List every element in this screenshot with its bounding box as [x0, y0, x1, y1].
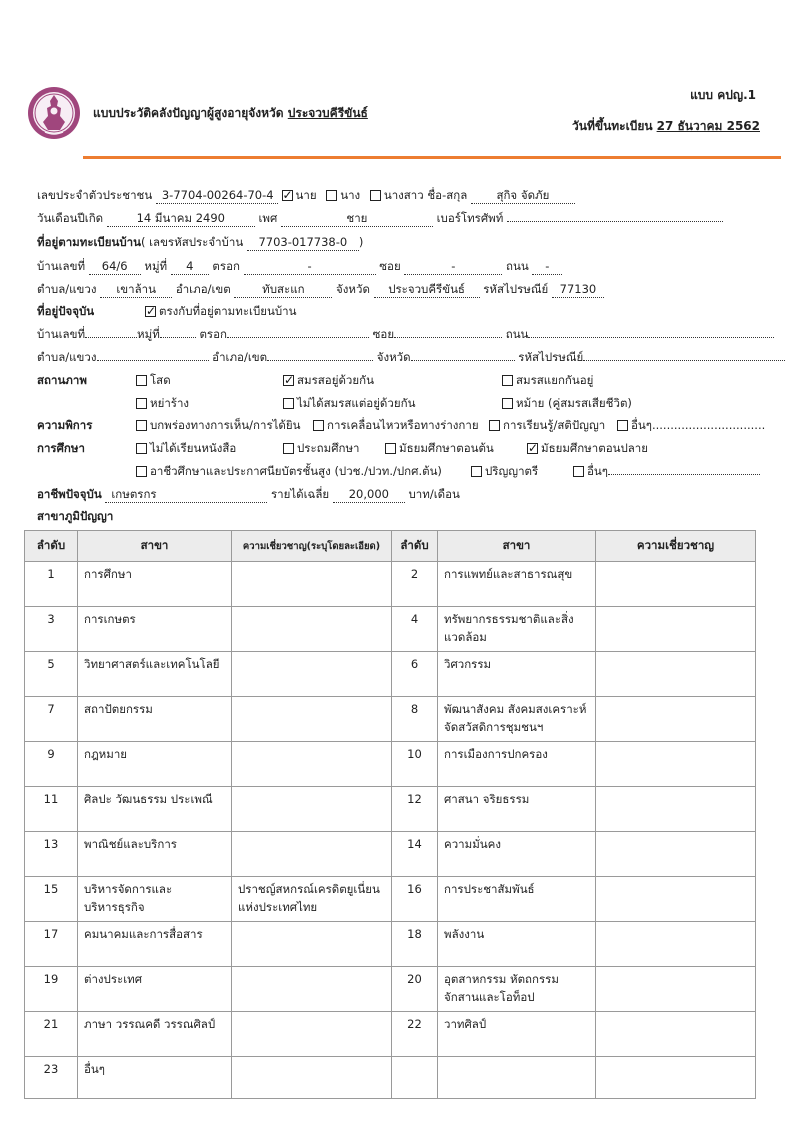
checkbox-icon[interactable]: [136, 443, 147, 454]
marital-section: [37, 372, 757, 414]
expertise-cell[interactable]: [232, 1057, 392, 1099]
district-label: อำเภอ/เขต: [175, 282, 231, 296]
expertise-cell[interactable]: [596, 742, 756, 787]
title-province: ประจวบคีรีขันธ์: [287, 106, 368, 120]
cur-moo-label: หมู่ที่: [137, 327, 160, 341]
branch-cell: กฎหมาย: [78, 742, 232, 787]
table-row: [25, 922, 756, 967]
cur-district-field[interactable]: [267, 360, 373, 361]
id-label: เลขประจำตัวประชาชน: [37, 188, 153, 202]
branch-cell: ต่างประเทศ: [78, 967, 232, 1012]
order-cell: 14: [392, 832, 438, 877]
education-option: ปริญญาตรี: [485, 464, 539, 478]
expertise-cell[interactable]: [596, 1012, 756, 1057]
road-label: ถนน: [506, 259, 529, 273]
marital-option: สมรสอยู่ด้วยกัน: [297, 373, 374, 387]
education-option: มัธยมศึกษาตอนต้น: [399, 441, 494, 455]
checkbox-icon[interactable]: [283, 443, 294, 454]
expertise-cell[interactable]: [232, 922, 392, 967]
order-cell: 22: [392, 1012, 438, 1057]
cur-province-field[interactable]: [411, 360, 515, 361]
expertise-cell[interactable]: [232, 1012, 392, 1057]
expertise-cell[interactable]: [596, 562, 756, 607]
checkbox-icon[interactable]: [573, 466, 584, 477]
table-row: [25, 877, 756, 922]
province-field[interactable]: ประจวบคีรีขันธ์: [374, 281, 480, 298]
phone-label: เบอร์โทรศัพท์: [436, 211, 504, 225]
cur-address-heading: ที่อยู่ปัจจุบัน: [37, 304, 95, 318]
checkbox-icon[interactable]: [502, 398, 513, 409]
branch-cell: ความมั่นคง: [438, 832, 596, 877]
cur-postcode-field[interactable]: [583, 360, 785, 361]
education-other-field[interactable]: [608, 474, 760, 475]
table-row: [25, 967, 756, 1012]
header-divider: [83, 156, 781, 159]
dob-row: [37, 210, 723, 227]
branch-cell: อุตสาหกรรม หัตถกรรม จักสานและโอท็อป: [438, 967, 596, 1012]
branch-cell: พาณิชย์และบริการ: [78, 832, 232, 877]
sex-field[interactable]: ชาย: [281, 210, 433, 227]
expertise-cell[interactable]: [232, 787, 392, 832]
order-cell: 6: [392, 652, 438, 697]
expertise-cell[interactable]: [232, 697, 392, 742]
table-row: [25, 1012, 756, 1057]
order-cell: 19: [25, 967, 78, 1012]
branch-cell: ศาสนา จริยธรรม: [438, 787, 596, 832]
col-header-branch: สาขา: [438, 531, 596, 562]
order-cell: 1: [25, 562, 78, 607]
branch-cell: บริหารจัดการและบริหารธุรกิจ: [78, 877, 232, 922]
expertise-cell[interactable]: [596, 922, 756, 967]
education-option: อื่นๆ: [587, 464, 608, 478]
table-row: [25, 652, 756, 697]
checkbox-icon[interactable]: [471, 466, 482, 477]
checkbox-icon[interactable]: [326, 190, 337, 201]
house-code-label: ( เลขรหัสประจำบ้าน: [140, 235, 244, 249]
name-label: ชื่อ-สกุล: [427, 188, 468, 202]
phone-field[interactable]: [507, 221, 723, 222]
checkbox-icon[interactable]: [145, 306, 156, 317]
alley-field[interactable]: -: [244, 258, 376, 275]
order-cell: [392, 1057, 438, 1099]
col-header-order: ลำดับ: [25, 531, 78, 562]
order-cell: 11: [25, 787, 78, 832]
table-row: [25, 697, 756, 742]
table-row: [25, 742, 756, 787]
marital-option: หย่าร้าง: [150, 396, 190, 410]
order-cell: 18: [392, 922, 438, 967]
expertise-cell[interactable]: [596, 1057, 756, 1099]
same-address-label: ตรงกับที่อยู่ตามทะเบียนบ้าน: [159, 304, 297, 318]
disability-option: บกพร่องทางการเห็น/การได้ยิน: [150, 418, 301, 432]
reg-date-value: 27 ธันวาคม 2562: [656, 119, 760, 133]
education-option: มัธยมศึกษาตอนปลาย: [541, 441, 648, 455]
dob-label: วันเดือนปีเกิด: [37, 211, 104, 225]
expertise-cell[interactable]: ปราชญ์สหกรณ์เครดิตยูเนี่ยนแห่งประเทศไทย: [232, 877, 392, 922]
education-option: อาชีวศึกษาและประกาศนียบัตรชั้นสูง (ปวช./ปวท./ปกศ.ต้น): [150, 464, 442, 478]
table-row: [25, 607, 756, 652]
soi-label: ซอย: [379, 259, 401, 273]
order-cell: 4: [392, 607, 438, 652]
checkbox-icon[interactable]: [136, 466, 147, 477]
order-cell: 13: [25, 832, 78, 877]
title-prefix: แบบประวัติคลังปัญญาผู้สูงอายุจังหวัด: [93, 106, 284, 120]
expertise-cell[interactable]: [596, 787, 756, 832]
sex-label: เพศ: [258, 211, 278, 225]
branch-cell: การเมืองการปกครอง: [438, 742, 596, 787]
soi-field[interactable]: -: [404, 258, 502, 275]
disability-label: ความพิการ: [37, 418, 93, 432]
income-field[interactable]: 20,000: [333, 486, 405, 503]
provincial-seal-icon: [27, 86, 81, 140]
alley-label: ตรอก: [212, 259, 240, 273]
table-row: [25, 832, 756, 877]
moo-label: หมู่ที่: [144, 259, 168, 273]
marital-option: หม้าย (คู่สมรสเสียชีวิต): [516, 396, 632, 410]
wisdom-table: [24, 530, 756, 1099]
cur-postcode-label: รหัสไปรษณีย์: [518, 350, 584, 364]
marital-option: สมรสแยกกันอยู่: [516, 373, 594, 387]
education-option: ประถมศึกษา: [297, 441, 360, 455]
order-cell: 2: [392, 562, 438, 607]
table-row: [25, 562, 756, 607]
checkbox-icon[interactable]: [283, 398, 294, 409]
branch-cell: การประชาสัมพันธ์: [438, 877, 596, 922]
expertise-cell[interactable]: [596, 832, 756, 877]
branch-cell: พัฒนาสังคม สังคมสงเคราะห์ จัดสวัสดิการชุมชนฯ: [438, 697, 596, 742]
cur-alley-label: ตรอก: [199, 327, 227, 341]
branch-cell: การเกษตร: [78, 607, 232, 652]
expertise-cell[interactable]: [232, 832, 392, 877]
occupation-row: [37, 486, 460, 503]
checkbox-icon[interactable]: [136, 375, 147, 386]
house-code-close: ): [358, 235, 364, 249]
cur-soi-field[interactable]: [394, 337, 502, 338]
checkbox-icon[interactable]: [313, 420, 324, 431]
branch-cell: สถาปัตยกรรม: [78, 697, 232, 742]
order-cell: 15: [25, 877, 78, 922]
cur-address-heading-row: [37, 303, 297, 319]
expertise-cell[interactable]: [232, 562, 392, 607]
branch-cell: ภาษา วรรณคดี วรรณศิลป์: [78, 1012, 232, 1057]
cur-alley-field[interactable]: [227, 337, 369, 338]
order-cell: 8: [392, 697, 438, 742]
col-header-expertise: ความเชี่ยวชาญ: [596, 531, 756, 562]
marital-option: ไม่ได้สมรสแต่อยู่ด้วยกัน: [297, 396, 416, 410]
education-label: การศึกษา: [37, 441, 85, 455]
marital-label: สถานภาพ: [37, 373, 87, 387]
branch-cell: คมนาคมและการสื่อสาร: [78, 922, 232, 967]
cur-subdistrict-field[interactable]: [97, 360, 209, 361]
checkbox-icon[interactable]: [617, 420, 628, 431]
branch-cell: ศิลปะ วัฒนธรรม ประเพณี: [78, 787, 232, 832]
expertise-cell[interactable]: [596, 652, 756, 697]
id-row: [37, 187, 575, 204]
subdistrict-field[interactable]: เขาล้าน: [100, 281, 172, 298]
checkbox-icon[interactable]: [282, 190, 293, 201]
education-option: ไม่ได้เรียนหนังสือ: [150, 441, 237, 455]
education-section: [37, 440, 757, 482]
order-cell: 10: [392, 742, 438, 787]
disability-option: อื่นๆ...............................: [631, 418, 766, 432]
reg-date-label: วันที่ขึ้นทะเบียน: [572, 119, 653, 133]
branch-cell: ทรัพยากรธรรมชาติและสิ่งแวดล้อม: [438, 607, 596, 652]
province-label: จังหวัด: [336, 282, 370, 296]
checkbox-icon[interactable]: [283, 375, 294, 386]
subdistrict-label: ตำบล/แขวง: [37, 282, 97, 296]
branch-cell: การศึกษา: [78, 562, 232, 607]
occupation-field[interactable]: เกษตรกร: [105, 486, 267, 503]
branch-cell: วิทยาศาสตร์และเทคโนโลยี: [78, 652, 232, 697]
title-option-mr: นาย: [295, 188, 317, 202]
reg-address-heading: ที่อยู่ตามทะเบียนบ้าน: [37, 235, 141, 249]
col-header-expertise: ความเชี่ยวชาญ(ระบุโดยละเอียด): [232, 531, 392, 562]
table-row: [25, 787, 756, 832]
checkbox-icon[interactable]: [136, 420, 147, 431]
registration-date: [572, 117, 764, 136]
marital-option: โสด: [150, 373, 171, 387]
form-code: แบบ คปญ.1: [690, 88, 756, 102]
cur-road-field[interactable]: [528, 337, 774, 338]
branch-cell: การแพทย์และสาธารณสุข: [438, 562, 596, 607]
cur-house-no-field[interactable]: [85, 337, 137, 338]
expertise-cell[interactable]: [232, 607, 392, 652]
moo-field[interactable]: 4: [171, 258, 209, 275]
cur-address-row-2: [37, 349, 785, 365]
col-header-branch: สาขา: [78, 531, 232, 562]
cur-province-label: จังหวัด: [376, 350, 411, 364]
name-field[interactable]: สุกิจ จัดภัย: [471, 187, 575, 204]
cur-moo-field[interactable]: [160, 337, 196, 338]
order-cell: 9: [25, 742, 78, 787]
checkbox-icon[interactable]: [385, 443, 396, 454]
cur-road-label: ถนน: [505, 327, 529, 341]
disability-option: การเคลื่อนไหวหรือทางร่างกาย: [327, 418, 479, 432]
reg-address-row-1: [37, 258, 562, 275]
cur-subdistrict-label: ตำบล/แขวง: [37, 350, 97, 364]
branch-cell: อื่นๆ: [78, 1057, 232, 1099]
order-cell: 17: [25, 922, 78, 967]
branch-cell: พลังงาน: [438, 922, 596, 967]
expertise-cell[interactable]: [232, 652, 392, 697]
expertise-cell[interactable]: [596, 697, 756, 742]
cur-district-label: อำเภอ/เขต: [212, 350, 268, 364]
order-cell: 16: [392, 877, 438, 922]
house-no-field[interactable]: 64/6: [89, 258, 141, 275]
expertise-cell[interactable]: [232, 742, 392, 787]
reg-address-heading-row: [37, 234, 363, 251]
branch-cell: วิศวกรรม: [438, 652, 596, 697]
checkbox-icon[interactable]: [527, 443, 538, 454]
expertise-cell[interactable]: [596, 967, 756, 1012]
order-cell: 12: [392, 787, 438, 832]
order-cell: 20: [392, 967, 438, 1012]
checkbox-icon[interactable]: [489, 420, 500, 431]
cur-house-no-label: บ้านเลขที่: [37, 327, 86, 341]
dob-field[interactable]: 14 มีนาคม 2490: [107, 210, 255, 227]
branch-cell: วาทศิลป์: [438, 1012, 596, 1057]
disability-option: การเรียนรู้/สติปัญญา: [503, 418, 606, 432]
expertise-cell[interactable]: [596, 877, 756, 922]
district-field[interactable]: ทับสะแก: [234, 281, 332, 298]
col-header-order: ลำดับ: [392, 531, 438, 562]
cur-soi-label: ซอย: [372, 327, 395, 341]
title-option-mrs: นาง: [340, 188, 361, 202]
branch-cell: [438, 1057, 596, 1099]
table-row: [25, 1057, 756, 1099]
order-cell: 21: [25, 1012, 78, 1057]
table-header-row: [25, 531, 756, 562]
disability-section: [37, 417, 766, 435]
postcode-label: รหัสไปรษณีย์: [483, 282, 549, 296]
road-field[interactable]: -: [532, 258, 562, 275]
occupation-label: อาชีพปัจจุบัน: [37, 487, 102, 501]
house-code-field[interactable]: 7703-017738-0: [247, 234, 359, 251]
income-label: รายได้เฉลี่ย: [271, 487, 330, 501]
expertise-cell[interactable]: [596, 607, 756, 652]
id-field[interactable]: 3-7704-00264-70-4: [156, 187, 278, 204]
expertise-cell[interactable]: [232, 967, 392, 1012]
reg-address-row-2: [37, 281, 604, 298]
house-no-label: บ้านเลขที่: [37, 259, 86, 273]
order-cell: 7: [25, 697, 78, 742]
checkbox-icon[interactable]: [136, 398, 147, 409]
cur-address-row-1: [37, 326, 774, 342]
order-cell: 3: [25, 607, 78, 652]
checkbox-icon[interactable]: [502, 375, 513, 386]
page-title: [93, 104, 368, 123]
order-cell: 5: [25, 652, 78, 697]
order-cell: 23: [25, 1057, 78, 1099]
postcode-field[interactable]: 77130: [552, 281, 604, 298]
wisdom-heading: สาขาภูมิปัญญา: [37, 509, 114, 523]
income-unit: บาท/เดือน: [408, 487, 460, 501]
checkbox-icon[interactable]: [370, 190, 381, 201]
title-option-miss: นางสาว: [383, 188, 424, 202]
